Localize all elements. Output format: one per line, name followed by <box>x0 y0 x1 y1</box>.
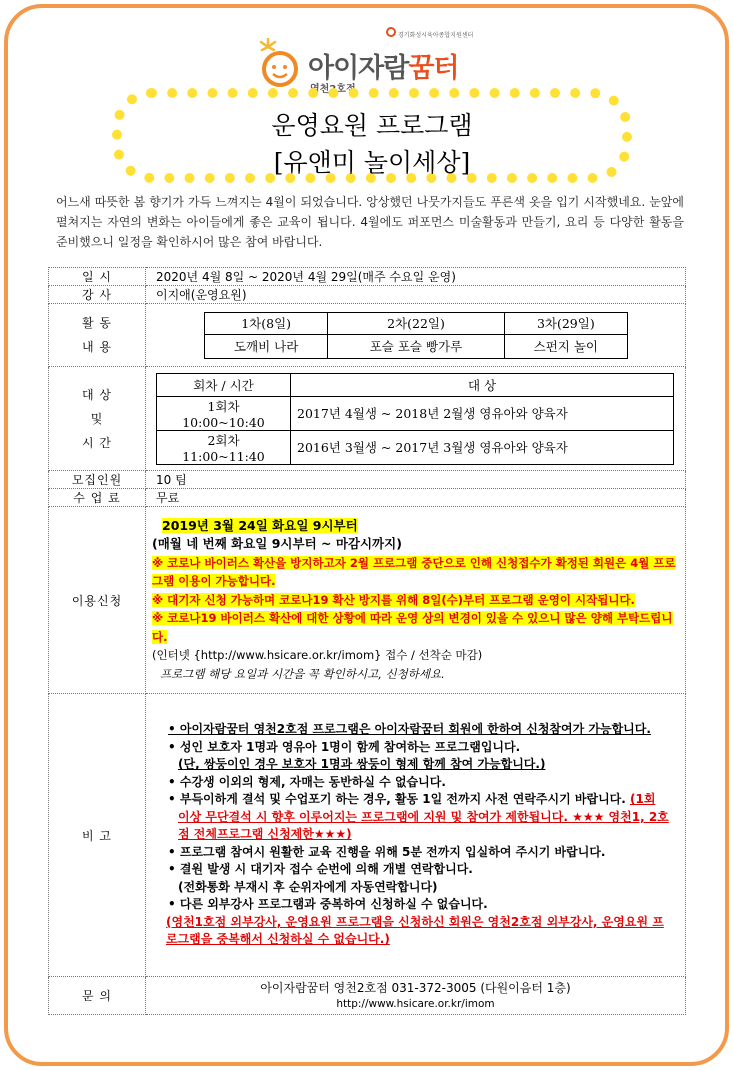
remark-1: • 아이자람꿈터 영천2호점 프로그램은 아이자람꿈터 회원에 한하여 신청참여가 가능합니다. <box>168 722 651 737</box>
fee-label: 수 업 료 <box>49 489 146 507</box>
session-2-target: 2016년 3월생 ~ 2017년 3월생 영유아와 양육자 <box>291 430 674 464</box>
remark-5: • 프로그램 참여시 원활한 교육 진행을 위해 5분 전까지 입실하여 주시기 바랍니다. <box>168 844 606 859</box>
session-1-name: 1회차 <box>207 398 240 414</box>
title-box <box>112 88 632 183</box>
target-label-2: 및 <box>90 411 104 426</box>
contact-url: http://www.hsicare.or.kr/imom <box>336 997 495 1010</box>
logo <box>250 18 490 96</box>
fee-value: 무료 <box>146 489 686 507</box>
activity-item: 포슬 포슬 빵가루 <box>328 334 504 358</box>
session-1-time: 10:00~10:40 <box>182 414 265 430</box>
session-2-name: 2회차 <box>207 432 240 448</box>
remark-6: • 결원 발생 시 대기자 접수 순번에 의해 개별 연락합니다. <box>168 862 473 877</box>
remark-4b: (1회 이상 무단결석 시 향후 이루어지는 프로그램에 지원 및 참여가 제한됩니다. ★★★ 영천1, 2호점 전체프로그램 신청제한★★★) <box>178 792 669 842</box>
remark-2b: (단, 쌍둥이인 경우 보호자 1명과 쌍둥이 형제 함께 참여 가능합니다.) <box>178 757 546 772</box>
activity-header: 3차(29일) <box>504 312 627 334</box>
remark-7b: (영천1호점 외부강사, 운영요원 프로그램을 신청하신 회원은 영천2호점 외부강사, 운영요원 프로그램을 중복해서 신청하실 수 없습니다.) <box>166 914 664 947</box>
activity-header: 2차(22일) <box>328 312 504 334</box>
activity-item: 도깨비 나라 <box>205 334 328 358</box>
target-label <box>49 367 146 471</box>
contact-line: 아이자람꿈터 영천2호점 031-372-3005 (다원이음터 1층) <box>260 980 571 995</box>
apply-label: 이용신청 <box>49 507 146 694</box>
activity-header: 1차(8일) <box>205 312 328 334</box>
instructor-value: 이지애(운영요원) <box>146 286 686 304</box>
date-value: 2020년 4월 8일 ~ 2020년 4월 29일(매주 수요일 운영) <box>146 268 686 286</box>
target-label-1: 대 상 <box>82 387 112 402</box>
logo-name-a: 아이자람 <box>308 53 409 84</box>
remark-4a: • 부득이하게 결석 및 수업포기 하는 경우, 활동 1일 전까지 사전 연락주시기 바랍니다. <box>168 792 630 807</box>
target-cell <box>146 367 686 471</box>
program-table <box>48 267 686 1015</box>
notice-2: ※ 대기자 신청 가능하며 코로나19 확산 방지를 위해 8일(수)부터 프로그램 운영이 시작됩니다. <box>152 592 635 607</box>
logo-organization: 경기화성시육아종합지원센터 <box>398 32 474 39</box>
remark-2: • 성인 보호자 1명과 영유아 1명이 함께 참여하는 프로그램입니다. <box>168 739 521 754</box>
intro-text: 어느새 따뜻한 봄 향기가 가득 느껴지는 4월이 되었습니다. 앙상했던 나뭇가지들도 푸른색 옷을 입기 시작했네요. 눈앞에 펼쳐지는 자연의 변화는 아이들에게 좋은 교육이 됩니다. 4월에도 퍼포먼스 미술활동과 만들기, 요리 등 다양한 활동을 준비했으니 일정을 확인하시어 많은 참여 바랍니다. <box>56 195 684 249</box>
apply-internet: (인터넷 {http://www.hsicare.or.kr/imom} 접수 / 선착순 마감) <box>152 648 483 663</box>
session-header: 회차 / 시간 <box>157 373 291 396</box>
session-2 <box>157 430 291 464</box>
activity-label <box>49 304 146 367</box>
notice-3: ※ 코로나19 바이러스 확산에 대한 상황에 따라 운영 상의 변경이 있을 수 있으니 많은 양해 부탁드립니다. <box>152 611 673 644</box>
logo-branch: 영천2호점 <box>310 84 356 95</box>
remarks-label: 비 고 <box>49 694 146 977</box>
activity-table <box>204 312 628 359</box>
session-2-time: 11:00~11:40 <box>182 448 265 464</box>
target-header: 대 상 <box>291 373 674 396</box>
target-table <box>156 373 674 465</box>
title-line-1: 운영요원 프로그램 <box>271 111 473 140</box>
session-1-target: 2017년 4월생 ~ 2018년 2월생 영유아와 양육자 <box>291 396 674 430</box>
apply-cell <box>146 507 686 694</box>
activity-cell <box>146 304 686 367</box>
activity-item: 스펀지 놀이 <box>504 334 627 358</box>
swirl-icon <box>386 27 396 37</box>
remark-3: • 수강생 이외의 형제, 자매는 동반하실 수 없습니다. <box>168 774 446 789</box>
date-label: 일 시 <box>49 268 146 286</box>
apply-start: 2019년 3월 24일 화요일 9시부터 <box>162 517 358 533</box>
remark-6b: (전화통화 부재시 후 순위자에게 자동연락합니다) <box>178 879 438 894</box>
title-line-2: [유앤미 놀이세상] <box>273 148 471 177</box>
contact-cell <box>146 977 686 1015</box>
activity-label-2: 내 용 <box>82 340 112 354</box>
contact-label: 문 의 <box>49 977 146 1015</box>
child-face-icon <box>254 38 304 88</box>
target-label-3: 시 간 <box>82 435 112 450</box>
capacity-value: 10 팀 <box>146 471 686 489</box>
instructor-label: 강 사 <box>49 286 146 304</box>
apply-check: 프로그램 해당 요일과 시간을 꼭 확인하시고, 신청하세요. <box>160 666 445 681</box>
remarks-cell <box>146 694 686 977</box>
apply-period: (매월 네 번째 화요일 9시부터 ~ 마감시까지) <box>152 536 402 552</box>
remark-4 <box>166 791 671 844</box>
logo-name-b: 꿈터 <box>408 53 459 84</box>
session-1 <box>157 396 291 430</box>
capacity-label: 모집인원 <box>49 471 146 489</box>
notice-1: ※ 코로나 바이러스 확산을 방지하고자 2월 프로그램 중단으로 인해 신청접수가 확정된 회원은 4월 프로그램 이용이 가능합니다. <box>152 555 676 589</box>
activity-label-1: 활 동 <box>82 316 112 330</box>
remark-7: • 다른 외부강사 프로그램과 중복하여 신청하실 수 없습니다. <box>168 897 488 912</box>
